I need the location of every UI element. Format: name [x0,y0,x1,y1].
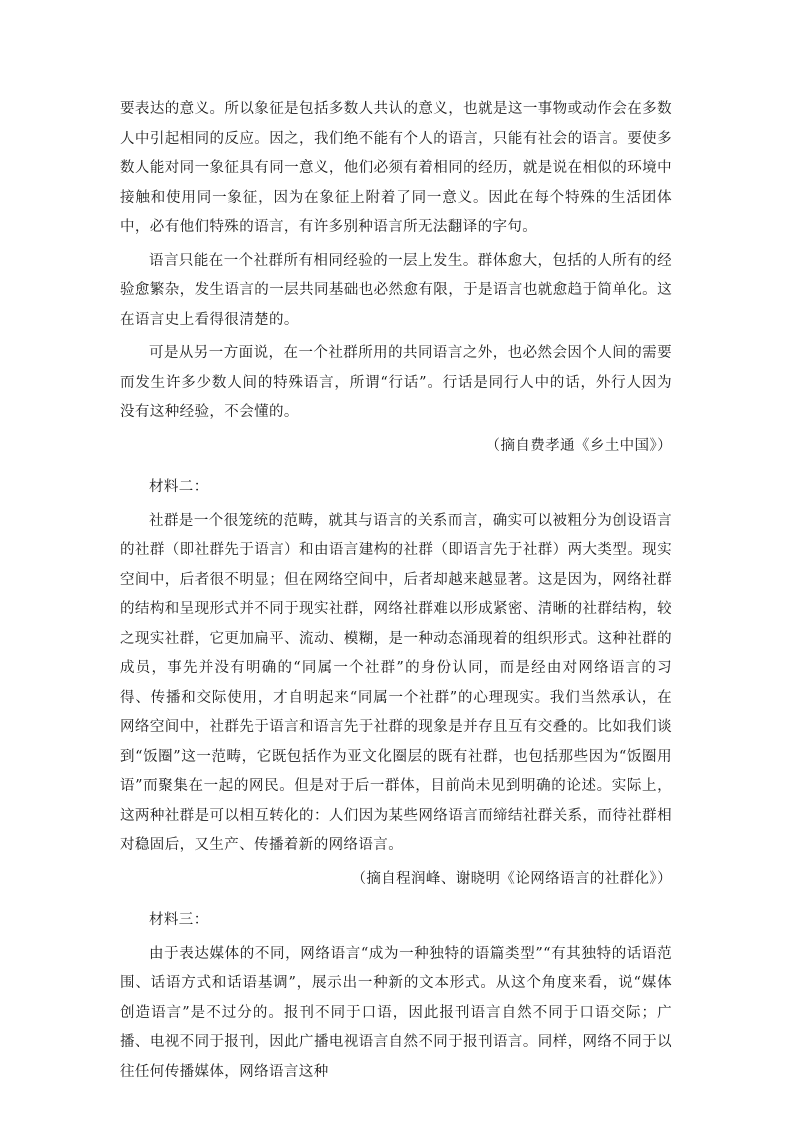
paragraph-material-two: 社群是一个很笼统的范畴，就其与语言的关系而言，确实可以被粗分为创设语言的社群（即社群先于语言）和由语言建构的社群（即语言先于社群）两大类型。现实空间中，后者很不明显；但在网络空间中，后者却越来越显著。这是因为，网络社群的结构和呈现形式并不同于现实社群，网络社群难以形成紧密、清晰的社群结构，较之现实社群，它更加扁平、流动、模糊，是一种动态涌现着的组织形式。这种社群的成员，事先并没有明确的“同属一个社群”的身份认同，而是经由对网络语言的习得、传播和交际使用，才自明起来“同属一个社群”的心理现实。我们当然承认，在网络空间中，社群先于语言和语言先于社群的现象是并存且互有交叠的。比如我们谈到“饭圈”这一范畴，它既包括作为亚文化圈层的既有社群，也包括那些因为“饭圈用语”而聚集在一起的网民。但是对于后一群体，目前尚未见到明确的论述。实际上，这两种社群是可以相互转化的：人们因为某些网络语言而缔结社群关系，而待社群相对稳固后，又生产、传播着新的网络语言。 [120,512,672,853]
paragraph-jargon: 可是从另一方面说，在一个社群所用的共同语言之外，也必然会因个人间的需要而发生许多少数人间的特殊语言，所谓“行话”。行话是同行人中的话，外行人因为没有这种经验，不会懂的。 [120,345,672,420]
material-three-heading: 材料三： [149,912,209,928]
source-citation-1: （摘自费孝通《乡土中国》） [485,437,672,454]
source-citation-2: （摘自程润峰、谢晓明《论网络语言的社群化》） [351,870,672,887]
material-two-heading: 材料二： [149,479,209,495]
paragraph-language-layer: 语言只能在一个社群所有相同经验的一层上发生。群体愈大，包括的人所有的经验愈繁杂，发生语言的一层共同基础也必然愈有限，于是语言也就愈趋于简单化。这在语言史上看得很清楚的。 [120,252,672,328]
paragraph-material-three: 由于表达媒体的不同，网络语言“成为一种独特的语篇类型”“有其独特的话语范围、话语方式和话语基调”，展示出一种新的文本形式。从这个角度来看，说“媒体创造语言”是不过分的。报刊不同于口语，因此报刊语言自然不同于口语交际；广播、电视不同于报刊，因此广播电视语言自然不同于报刊语言。同样，网络不同于以往任何传播媒体，网络语言这种 [120,945,672,1080]
paragraph-continued: 要表达的意义。所以象征是包括多数人共认的意义，也就是这一事物或动作会在多数人中引起相同的反应。因之，我们绝不能有个人的语言，只能有社会的语言。要使多数人能对同一象征具有同一意义，他们必须有着相同的经历，就是说在相似的环境中接触和使用同一象征，因为在象征上附着了同一意义。因此在每个特殊的生活团体中，必有他们特殊的语言，有许多别种语言所无法翻译的字句。 [120,101,672,235]
